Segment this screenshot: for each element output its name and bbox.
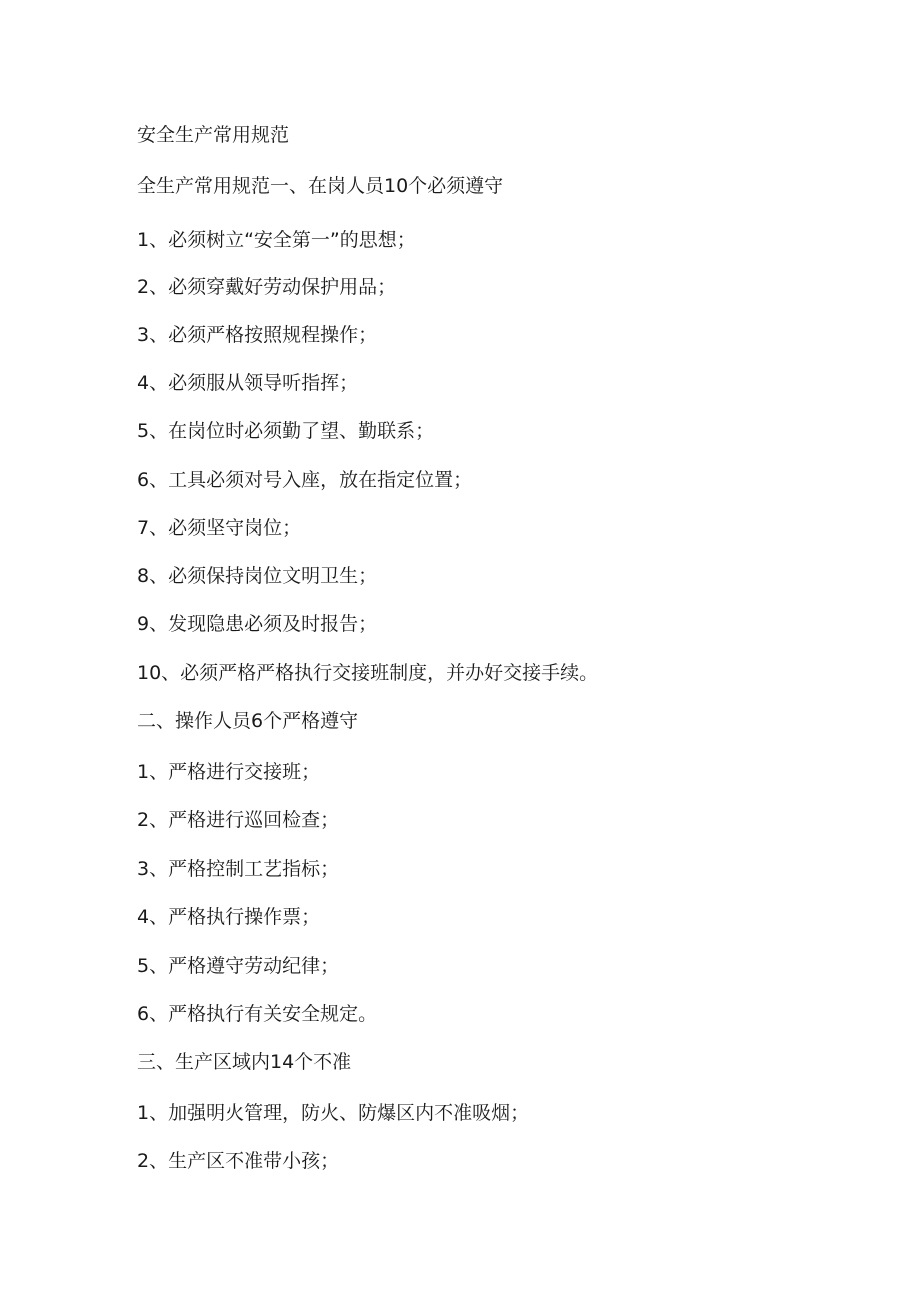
- section-2-item: 5、严格遵守劳动纪律；: [137, 955, 340, 977]
- section-3-item: 2、生产区不准带小孩；: [137, 1150, 340, 1172]
- section-2-item: 3、严格控制工艺指标；: [137, 858, 340, 880]
- document-title: 安全生产常用规范: [137, 124, 290, 146]
- section-2-item: 4、严格执行操作票；: [137, 906, 321, 928]
- section-1-item: 9、发现隐患必须及时报告；: [137, 613, 378, 635]
- section-1-item: 2、必须穿戴好劳动保护用品；: [137, 276, 397, 298]
- section-1-item: 8、必须保持岗位文明卫生；: [137, 565, 378, 587]
- section-2-heading: 二、操作人员6个严格遵守: [137, 710, 359, 732]
- section-3-item: 1、加强明火管理，防火、防爆区内不准吸烟；: [137, 1102, 530, 1124]
- section-1-item: 5、在岗位时必须勤了望、勤联系；: [137, 420, 435, 442]
- section-1-item: 4、必须服从领导听指挥；: [137, 372, 359, 394]
- section-1-item: 1、必须树立“安全第一”的思想；: [137, 229, 416, 251]
- section-1-item: 7、必须坚守岗位；: [137, 517, 302, 539]
- section-1-item: 3、必须严格按照规程操作；: [137, 324, 378, 346]
- section-1-item: 6、工具必须对号入座，放在指定位置；: [137, 469, 473, 491]
- section-1-heading: 全生产常用规范一、在岗人员10个必须遵守: [137, 175, 504, 197]
- section-2-item: 1、严格进行交接班；: [137, 761, 321, 783]
- section-3-heading: 三、生产区域内14个不准: [137, 1051, 352, 1073]
- section-1-item: 10、必须严格严格执行交接班制度，并办好交接手续。: [137, 662, 599, 684]
- section-2-item: 2、严格进行巡回检查；: [137, 809, 340, 831]
- section-2-item: 6、严格执行有关安全规定。: [137, 1003, 378, 1025]
